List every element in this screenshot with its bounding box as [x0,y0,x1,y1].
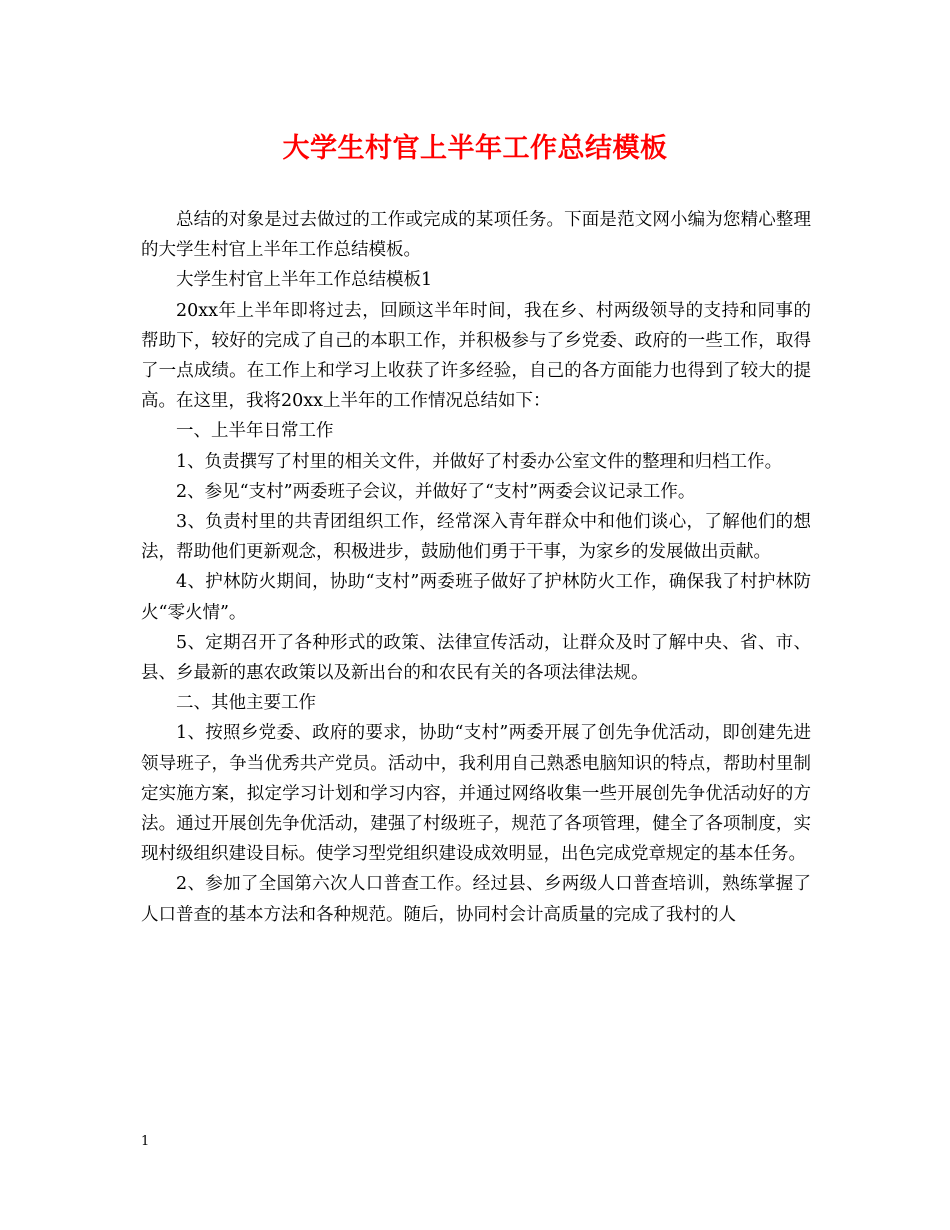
list-item: 1、负责撰写了村里的相关文件，并做好了村委办公室文件的整理和归档工作。 [176,451,783,472]
section-heading: 大学生村官上半年工作总结模板1 [176,270,433,291]
list-item: 1、按照乡党委、政府的要求，协助“支村”两委开展了创先争优活动，即创建先进领导班子，争当优秀共产党员。活动中，我利用自己熟悉电脑知识的特点，帮助村里制定实施方案，拟定学习计划和学习内容，并通过网络收集一些开展创先争优活动好的方法。通过开展创先争优活动，建强了村级班子，规范了各项管理，健全了各项制度，实现村级组织建设目标。使学习型党组织建设成效明显，出色完成党章规定的基本任务。 [141,723,811,865]
list-item: 2、参见“支村”两委班子会议，并做好了“支村”两委会议记录工作。 [176,481,696,502]
subsection-heading: 一、上半年日常工作 [176,421,334,442]
intro-paragraph: 总结的对象是过去做过的工作或完成的某项任务。下面是范文网小编为您精心整理的大学生村官上半年工作总结模板。 [141,210,811,261]
body-paragraph: 20xx年上半年即将过去，回顾这半年时间，我在乡、村两级领导的支持和同事的帮助下，较好的完成了自己的本职工作，并积极参与了乡党委、政府的一些工作，取得了一点成绩。在工作上和学习上收获了许多经验，自己的各方面能力也得到了较大的提高。在这里，我将20xx上半年的工作情况总结如下： [141,300,811,412]
page-number: 1 [141,1134,150,1149]
list-item: 3、负责村里的共青团组织工作，经常深入青年群众中和他们谈心，了解他们的想法，帮助他们更新观念，积极进步，鼓励他们勇于干事，为家乡的发展做出贡献。 [141,512,811,563]
subsection-heading: 二、其他主要工作 [176,693,316,714]
document-title: 大学生村官上半年工作总结模板 [282,133,668,164]
document-body [141,205,811,930]
list-item: 5、定期召开了各种形式的政策、法律宣传活动，让群众及时了解中央、省、市、县、乡最新的惠农政策以及新出台的和农民有关的各项法律法规。 [141,632,811,684]
list-item: 4、护林防火期间，协助“支村”两委班子做好了护林防火工作，确保我了村护林防火“零火情”。 [141,572,811,623]
list-item: 2、参加了全国第六次人口普查工作。经过县、乡两级人口普查培训，熟练掌握了人口普查的基本方法和各种规范。随后，协同村会计高质量的完成了我村的人 [141,874,811,925]
